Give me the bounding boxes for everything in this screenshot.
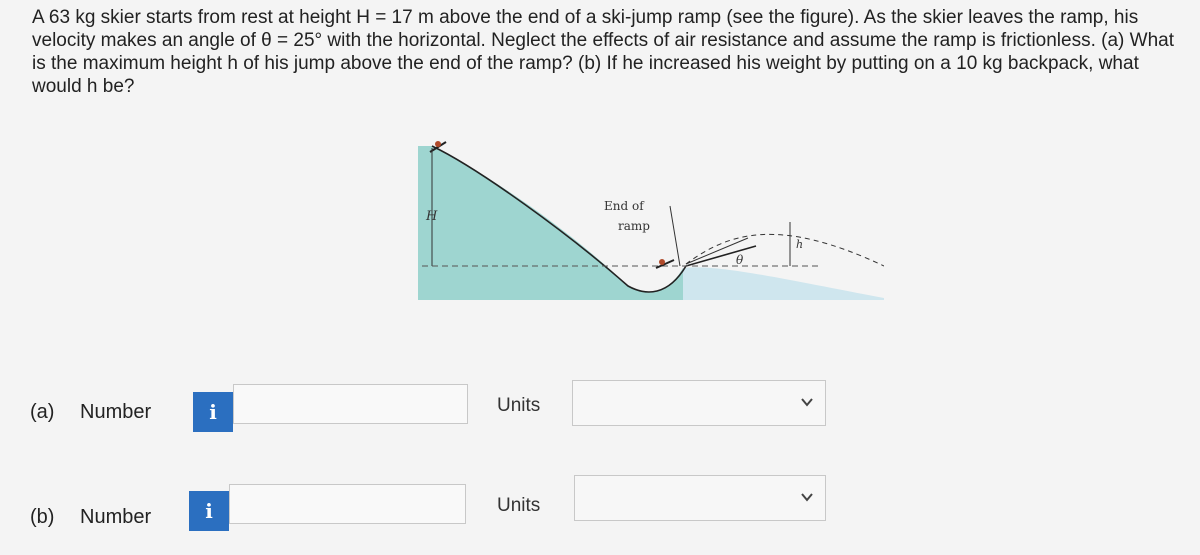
info-icon[interactable]: i <box>189 491 229 531</box>
answer-prefix-b: (b) <box>30 506 55 528</box>
end-of-ramp-label-line2: ramp <box>618 219 650 233</box>
units-select-b[interactable] <box>574 475 826 521</box>
theta-label: θ <box>736 253 744 267</box>
answer-row-a <box>0 380 1200 440</box>
units-select-a[interactable] <box>572 380 826 426</box>
skier-jump-icon <box>656 259 674 268</box>
question-text: A 63 kg skier starts from rest at height H = 17 m above the end of a ski-jump ramp (see the figure). As the skier leaves the ramp, his velocity makes an angle of θ = 25° with the horizontal. Neglect the effects of air resistance and assume the ramp is frictionless. (a) What is the maximum height h of his jump above the end of the ramp? (b) If he increased his weight by putting on a 10 kg backpack, what would h be? <box>32 7 1174 97</box>
answer-label-a: Number <box>80 401 152 423</box>
answer-row-b <box>0 477 1200 537</box>
info-icon[interactable]: i <box>193 392 233 432</box>
number-input-a[interactable] <box>233 384 468 424</box>
ski-jump-figure <box>418 138 884 300</box>
answer-prefix-a: (a) <box>30 401 55 423</box>
jump-trajectory <box>686 234 884 266</box>
chevron-down-icon <box>799 489 815 505</box>
end-of-ramp-label-line1: End of <box>604 199 644 213</box>
answer-label-b: Number <box>80 506 152 528</box>
end-of-ramp-pointer <box>670 206 680 266</box>
height-h-label: h <box>796 238 804 251</box>
units-label-a: Units <box>497 395 541 416</box>
chevron-down-icon <box>799 394 815 410</box>
number-input-b[interactable] <box>229 484 466 524</box>
height-H-label: H <box>426 209 438 224</box>
landing-snow <box>683 267 884 300</box>
units-label-b: Units <box>497 495 541 516</box>
